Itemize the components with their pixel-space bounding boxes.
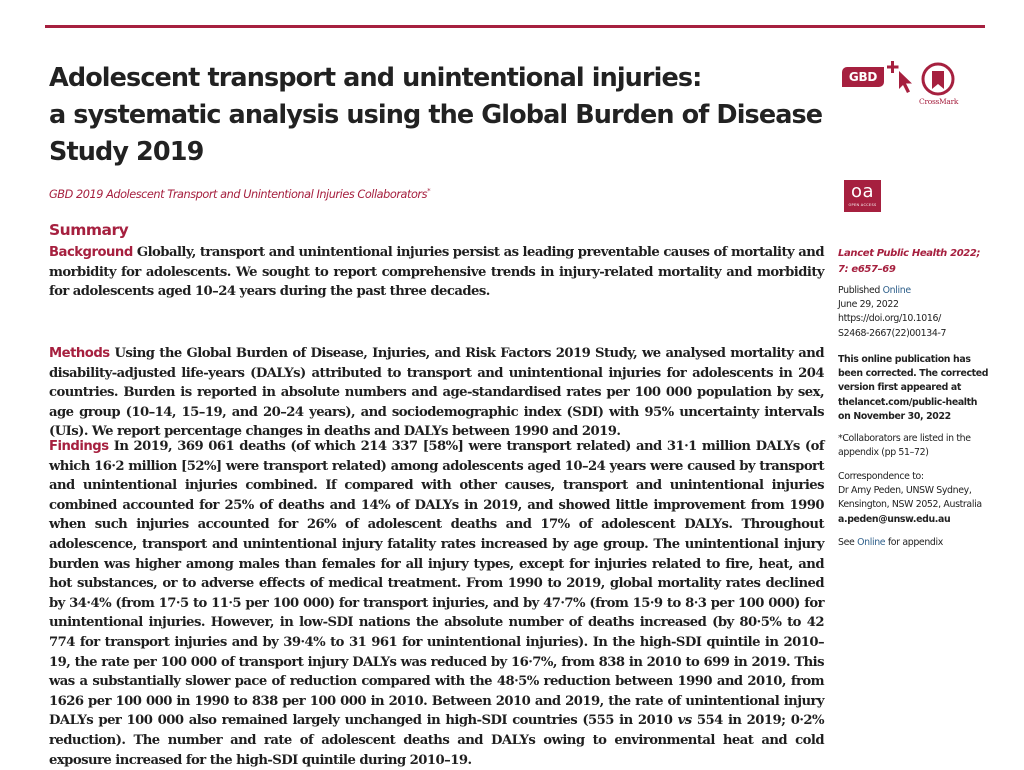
collaborators-line: appendix (pp 51–72) [838, 447, 929, 459]
citation-volume: 7: e657–69 [838, 264, 896, 275]
gbd-logo-text: GBD [848, 70, 878, 84]
methods-text: Using the Global Burden of Disease, Injuries, and Risk Factors 2019 Study, we analysed mortality and disability-adjusted life-years (DALYs) attributed to transport and unintentional injuries for adolescents in 204 countries. Burden is reported in absolute numbers and age-standardised rates per 100 000 population by sex, age group (10–14, 15–19, and 20–24 years), and sociodemographic index (SDI) with 95% uncertainty intervals (UIs). We report percentage changes in deaths and DALYs between 1990 and 2019. [49, 346, 824, 440]
correspondence-label: Correspondence to: [838, 471, 924, 482]
crossmark-label[interactable]: CrossMark [919, 97, 959, 106]
correction-line: This online publication has [838, 354, 971, 365]
author-footnote-mark: * [427, 187, 431, 195]
citation-journal: Lancet Public Health 2022; [838, 248, 981, 259]
methods-paragraph [49, 344, 824, 442]
correction-line: been corrected. The corrected [838, 368, 989, 380]
gbd-logo [842, 67, 884, 87]
findings-text-end: 554 in 2019; 0·2% reduction). The number and rate of adolescent deaths and DALYs owing to environmental heat and cold exposure increased for the high-SDI quintile during 2010–19. [49, 713, 824, 768]
title-line: Study 2019 [49, 137, 204, 167]
appendix-online-link[interactable]: Online [857, 537, 886, 548]
crossmark-icon[interactable] [918, 61, 958, 101]
correction-line: version first appeared at [838, 382, 961, 394]
findings-vs: vs [677, 713, 692, 729]
header-rule [45, 25, 985, 28]
correction-line: on November 30, 2022 [838, 410, 951, 422]
author-group-name[interactable]: GBD 2019 Adolescent Transport and Unintentional Injuries Collaborators [49, 187, 428, 201]
methods-label: Methods [49, 346, 110, 361]
correction-link[interactable]: thelancet.com/public-health [838, 396, 978, 408]
author-group[interactable] [49, 187, 430, 201]
title-line: a systematic analysis using the Global Burden of Disease [49, 100, 823, 130]
findings-paragraph [49, 437, 824, 770]
published-prefix: Published [838, 285, 883, 296]
appendix-note [838, 536, 1018, 550]
background-text: Globally, transport and unintentional injuries persist as leading preventable causes of mortality and morbidity for adolescents. We sought to report comprehensive trends in injury-related mortality and morbidity for adolescents aged 10–24 years during the past three decades. [49, 245, 824, 300]
citation [838, 246, 1018, 278]
article-title [49, 60, 823, 171]
findings-text: In 2019, 369 061 deaths (of which 214 337 [58%] were transport related) and 31·1 million DALYs (of which 16·2 million [52%] were transport related) among adolescents aged 10–24 years were caused by transport and unintentional injuries combined. If compared with other causes, transport and unintentional injuries combined accounted for 25% of deaths and 14% of DALYs in 2019, and showed little improvement from 1990 when such injuries accounted for 26% of adolescent deaths and 17% of adolescent DALYs. Throughout adolescence, transport and unintentional injury fatality rates increased by age group. The unintentional injury burden was higher among males than females for all injury types, except for injuries related to fire, heat, and hot substances, or to adverse effects of medical treatment. From 1990 to 2019, global mortality rates declined by 34·4% (from 17·5 to 11·5 per 100 000) for transport injuries, and by 47·7% (from 15·9 to 8·3 per 100 000) for unintentional injuries. However, in low-SDI nations the absolute number of deaths increased (by 80·5% to 42 774 for transport injuries and by 39·4% to 31 961 for unintentional injuries). In the high-SDI quintile in 2010–19, the rate per 100 000 of transport injury DALYs was reduced by 16·7%, from 838 in 2010 to 699 in 2019. This was a substantially slower pace of reduction compared with the 48·5% reduction between 1990 and 2010, from 1626 per 100 000 in 1990 to 838 per 100 000 in 2010. Between 2010 and 2019, the rate of unintentional injury DALYs per 100 000 also remained largely unchanged in high-SDI countries (555 in 2010 [49, 439, 824, 729]
open-access-full: OPEN ACCESS [848, 203, 877, 207]
published-online-link[interactable]: Online [882, 285, 911, 296]
published-line [838, 284, 1018, 298]
correspondence-line: Kensington, NSW 2052, Australia [838, 499, 982, 511]
background-label: Background [49, 245, 133, 260]
appendix-prefix: See [838, 537, 858, 548]
doi-link-line2[interactable]: S2468-2667(22)00134-7 [838, 327, 947, 339]
publication-info [838, 284, 1018, 341]
collaborators-line: *Collaborators are listed in the [838, 433, 971, 444]
background-paragraph [49, 243, 824, 302]
correction-notice [838, 353, 1018, 424]
appendix-suffix: for appendix [885, 537, 943, 548]
correspondence-line: Dr Amy Peden, UNSW Sydney, [838, 485, 972, 497]
collaborators-note [838, 432, 1018, 460]
doi-link-line1[interactable]: https://doi.org/10.1016/ [838, 313, 941, 325]
correspondence [838, 470, 1018, 527]
correspondence-email[interactable]: a.peden@unsw.edu.au [838, 513, 951, 525]
published-date: June 29, 2022 [838, 299, 899, 311]
open-access-logo [844, 180, 881, 212]
title-line: Adolescent transport and unintentional injuries: [49, 63, 702, 93]
summary-heading: Summary [49, 221, 129, 239]
crossmark-cursor-icon[interactable] [887, 59, 917, 95]
open-access-short: oa [850, 181, 875, 202]
findings-label: Findings [49, 439, 109, 454]
